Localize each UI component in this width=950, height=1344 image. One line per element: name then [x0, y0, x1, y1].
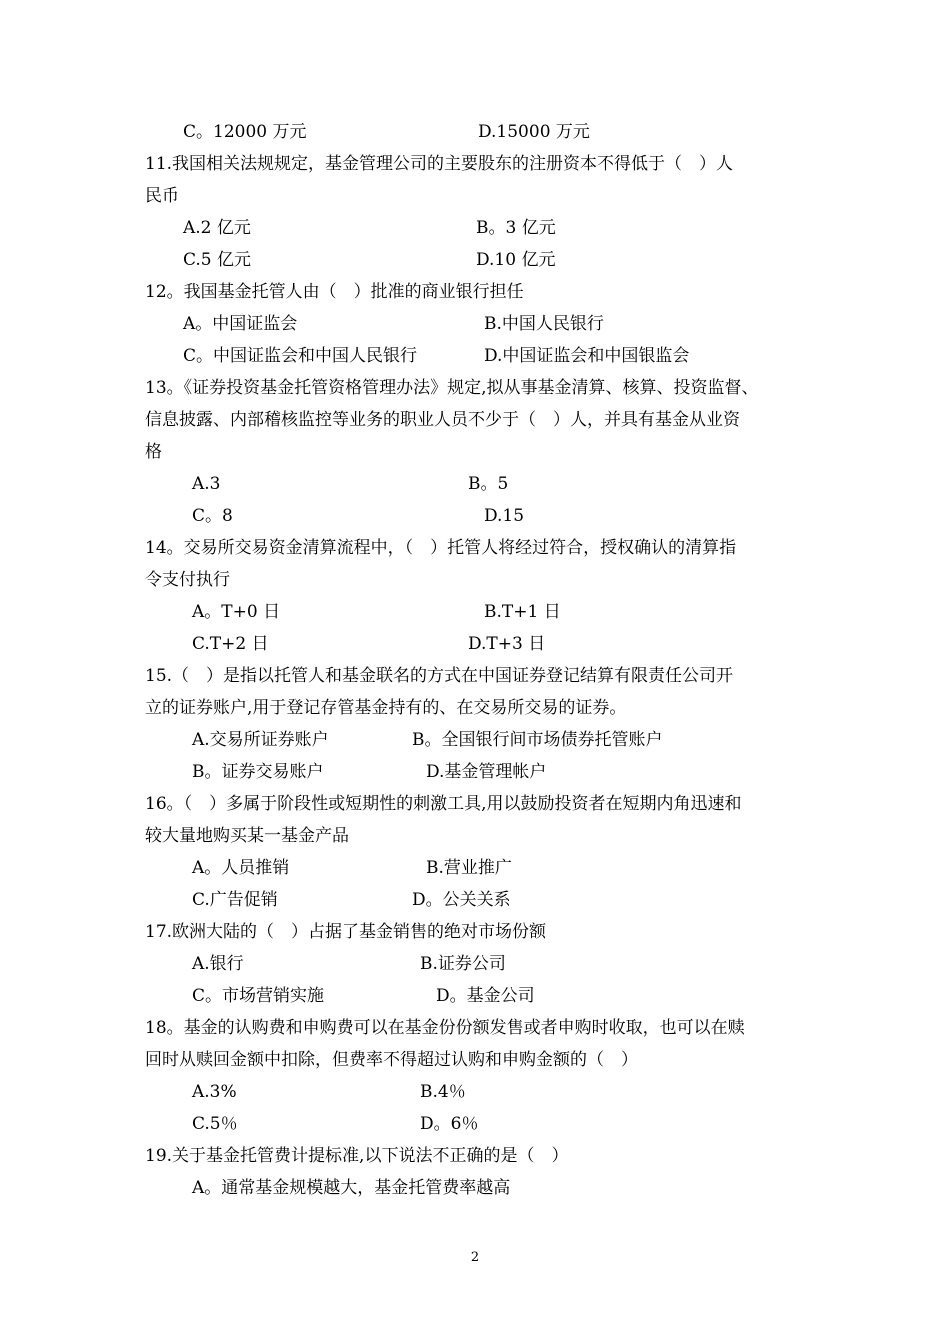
- option: B.证券公司: [420, 954, 506, 974]
- option: A.交易所证券账户: [192, 730, 329, 750]
- option-line: [478, 121, 590, 143]
- option: B。证券交易账户: [192, 762, 324, 782]
- option: D。基金公司: [436, 986, 535, 1006]
- option: B.4％: [420, 1082, 466, 1102]
- option: C.广告促销: [192, 890, 278, 910]
- question-text: 较大量地购买某一基金产品: [145, 826, 349, 846]
- question-text: 14。交易所交易资金清算流程中，（ ）托管人将经过符合，授权确认的清算指: [145, 538, 737, 558]
- option: A。人员推销: [192, 858, 290, 878]
- option: C.5％: [192, 1114, 238, 1134]
- option: D.中国证监会和中国银监会: [484, 346, 690, 366]
- page-number: 2: [470, 1250, 480, 1265]
- question-text: 13。《证券投资基金托管资格管理办法》规定,拟从事基金清算、核算、投资监督、: [145, 378, 759, 398]
- question-text: 格: [145, 442, 162, 462]
- option: A。通常基金规模越大，基金托管费率越高: [192, 1178, 511, 1198]
- question-text: 令支付执行: [145, 570, 230, 590]
- option: A.2 亿元: [183, 218, 251, 238]
- option: D。公关关系: [412, 890, 511, 910]
- option: C。市场营销实施: [192, 986, 325, 1006]
- question-text: 回时从赎回金额中扣除，但费率不得超过认购和申购金额的（ ）: [145, 1050, 638, 1070]
- option: B.中国人民银行: [484, 314, 604, 334]
- option-line: [183, 121, 307, 143]
- option: C。中国证监会和中国人民银行: [183, 346, 418, 366]
- option: C。8: [192, 506, 233, 526]
- option: C.5 亿元: [183, 250, 252, 270]
- question-text: 12。我国基金托管人由（ ）批准的商业银行担任: [145, 282, 524, 302]
- option: A.3: [192, 474, 221, 494]
- option: D.基金管理帐户: [426, 762, 547, 782]
- option: D。6％: [420, 1114, 479, 1134]
- option: B。5: [468, 474, 509, 494]
- option: D.10 亿元: [476, 250, 556, 270]
- option: A。中国证监会: [183, 314, 298, 334]
- option: B.T+1 日: [484, 602, 561, 622]
- option: C。12000 万元: [183, 122, 307, 142]
- question-text: 民币: [145, 186, 179, 206]
- question-text: 信息披露、内部稽核监控等业务的职业人员不少于（ ）人，并具有基金从业资: [145, 410, 740, 430]
- option: A.3%: [192, 1082, 237, 1102]
- question-text: 18。基金的认购费和申购费可以在基金份份额发售或者申购时收取，也可以在赎: [145, 1018, 745, 1038]
- question-text: 15.（ ）是指以托管人和基金联名的方式在中国证券登记结算有限责任公司开: [145, 666, 734, 686]
- option: D.T+3 日: [468, 634, 546, 654]
- option: B。3 亿元: [476, 218, 556, 238]
- option: B。全国银行间市场债券托管账户: [412, 730, 663, 750]
- option: C.T+2 日: [192, 634, 269, 654]
- question-text: 立的证券账户,用于登记存管基金持有的、在交易所交易的证券。: [145, 698, 627, 718]
- option: A。T+0 日: [192, 602, 281, 622]
- question-text: 19.关于基金托管费计提标准,以下说法不正确的是（ ）: [145, 1146, 569, 1166]
- option: B.营业推广: [426, 858, 512, 878]
- option: D.15000 万元: [478, 122, 590, 142]
- option: A.银行: [192, 954, 244, 974]
- option: D.15: [484, 506, 525, 526]
- question-text: 16。（ ）多属于阶段性或短期性的刺激工具,用以鼓励投资者在短期内角迅速和: [145, 794, 742, 814]
- question-text: 17.欧洲大陆的（ ）占据了基金销售的绝对市场份额: [145, 922, 547, 942]
- question-text: 11.我国相关法规规定，基金管理公司的主要股东的注册资本不得低于（ ）人: [145, 154, 734, 174]
